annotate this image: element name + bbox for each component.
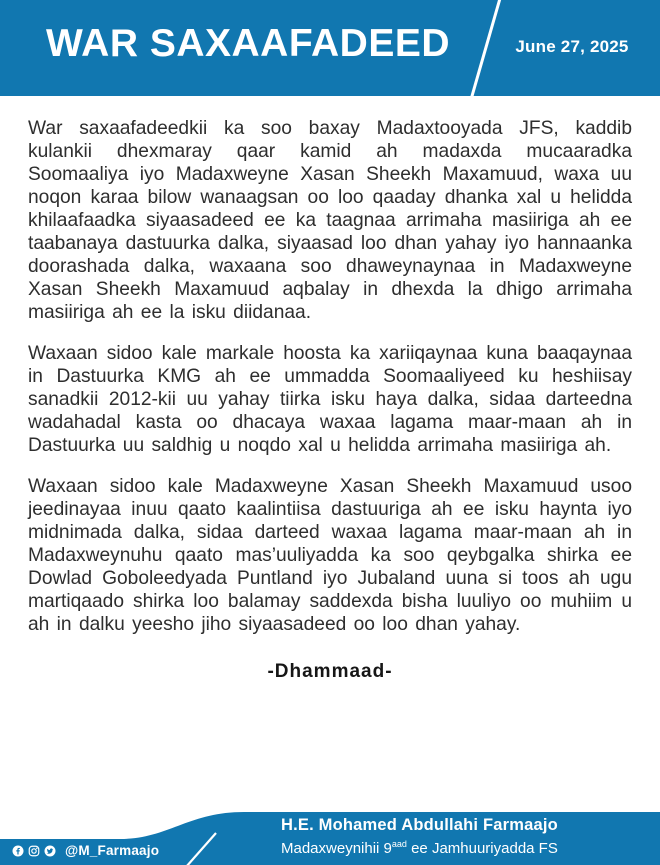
social-handle: @M_Farmaajo (65, 843, 160, 858)
press-release-body (28, 117, 632, 683)
social-row (12, 843, 159, 858)
facebook-icon (12, 845, 24, 857)
signature-title-ordinal: aad (391, 839, 407, 849)
paragraph-1: War saxaafadeedkii ka soo baxay Madaxtooyada JFS, kaddib kulankii dhexmaray qaar kamid ah madaxda mucaaradka Soomaaliya iyo Madaxweyne Xasan Sheekh Maxamuud, waxa uu noqon karaa bilow wanaagsan oo loo qaaday dhanka xal u helidda khilaafaadka siyaasadeed ee ka taagnaa arrimaha masiiriga ah ee taabanaya dastuurka dalka, siyaasad loo dhan yahay iyo hannaanka doorashada dalka, waxaana soo dhaweynaynaa in Madaxweyne Xasan Sheekh Maxamuud aqbalay in dhexda la dhigo arrimaha masiiriga ah ee la isku diidanaa. (28, 118, 632, 323)
signature-block (281, 816, 558, 857)
footer-banner (0, 790, 660, 865)
header-banner (0, 0, 660, 96)
paragraph-2: Waxaan sidoo kale markale hoosta ka xariiqaynaa kuna baaqaynaa in Dastuurka KMG ah ee ummadda Soomaaliyeed ku heshiisay sanadkii 2012-kii uu yahay tiirka isku haya dalka, sidaa darteedna wadahadal kasta oo dhacaya waxaa lagama maar-maan ah in Dastuurka uu saldhig u noqdo xal u helidda arrimaha masiiriga ah. (28, 343, 632, 456)
paragraph-3: Waxaan sidoo kale Madaxweyne Xasan Sheekh Maxamuud usoo jeedinayaa inuu qaato kaalintiisa dastuuriga ah ee isku haynta iyo midnimada dalka, sidaa darteed waxaa lagama maar-maan ah in Madaxweynuhu qaato mas’uuliyadda ka soo qeybgalka shirka ee Dowlad Goboleedyada Puntland iyo Jubaland uuna si toos ah ugu martiqaado shirka loo balamay saddexda bisha luuliyo oo muhiim u ah in dalku yeesho jiho siyaasadeed oo loo dhan yahay. (28, 476, 632, 635)
signature-title-suffix: ee Jamhuuriyadda FS (406, 840, 558, 857)
header-date: June 27, 2025 (515, 37, 629, 56)
page-title: WAR SAXAAFADEED (46, 22, 451, 65)
header-diagonal-divider (468, 0, 503, 106)
signature-title-prefix: Madaxweynihii 9 (281, 840, 392, 857)
signature-name: H.E. Mohamed Abdullahi Farmaajo (281, 816, 558, 834)
end-marker: -Dhammaad- (267, 661, 393, 682)
twitter-icon (44, 845, 56, 857)
instagram-icon (28, 845, 40, 857)
signature-title (281, 839, 558, 857)
